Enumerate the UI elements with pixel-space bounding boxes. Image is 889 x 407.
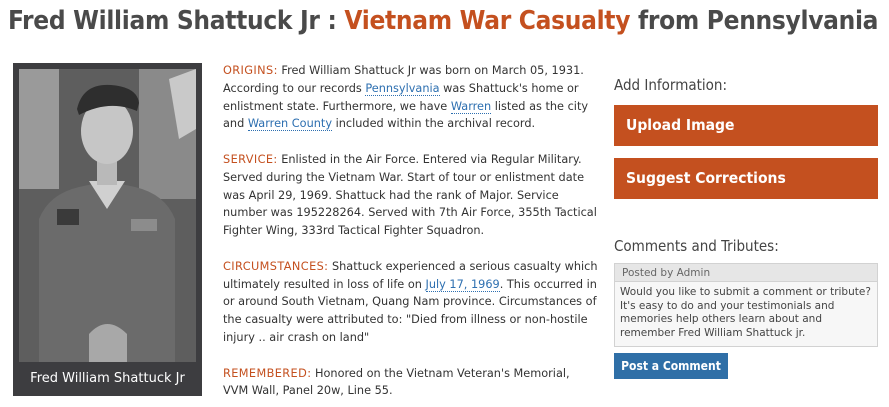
comment-card — [614, 263, 878, 347]
comment-body: Would you like to submit a comment or tribute? It's easy to do and your testimonials and memories help others learn about and remember Fred William Shattuck jr. — [620, 286, 871, 339]
add-information-heading: Add Information: — [614, 76, 728, 94]
title-category: Vietnam War Casualty — [344, 6, 631, 36]
upload-image-button[interactable]: Upload Image — [614, 105, 878, 146]
title-suffix: from Pennsylvania — [630, 6, 879, 36]
circumstances-label: CIRCUMSTANCES: — [223, 259, 329, 273]
photo-caption: Fred William Shattuck Jr — [30, 371, 185, 386]
suggest-corrections-button[interactable]: Suggest Corrections — [614, 158, 878, 199]
origins-text-1: Fred William Shattuck Jr was born on March 05, 1931. According to our records — [223, 64, 584, 95]
comment-meta: Posted by Admin — [615, 264, 877, 282]
profile-photo — [19, 69, 196, 362]
biography — [223, 62, 598, 407]
origins-text-4: included within the archival record. — [332, 117, 536, 131]
service-paragraph — [223, 151, 598, 240]
city-link[interactable]: Warren — [450, 99, 492, 113]
title-name: Fred William Shattuck Jr — [8, 6, 320, 36]
origins-text-3: listed as the city and — [223, 99, 589, 131]
sidebar — [614, 74, 878, 379]
title-separator: : — [319, 6, 345, 36]
casualty-date-link[interactable]: July 17, 1969 — [425, 277, 500, 291]
remembered-label: REMEMBERED: — [223, 366, 312, 380]
service-text: Enlisted in the Air Force. Entered via Regular Military. Served during the Vietnam War. Start of tour or enlistment date was April 29, 1969. Shattuck had the rank of Major. Service number was 195228264. Served with 7th Air Force, 355th Tactical Fighter Wing, 333rd Tactical Fighter Squadron. — [223, 152, 597, 238]
post-comment-button[interactable]: Post a Comment — [614, 353, 728, 379]
service-label: SERVICE: — [223, 152, 278, 166]
circumstances-text-1: Shattuck experienced a serious casualty which ultimately resulted in loss of life on — [223, 259, 598, 291]
origins-text-2: was Shattuck's home or enlistment state. Furthermore, we have — [223, 81, 579, 113]
circumstances-paragraph — [223, 258, 598, 347]
state-link[interactable]: Pennsylvania — [365, 81, 440, 95]
page-title — [8, 4, 883, 38]
comments-heading: Comments and Tributes: — [614, 237, 779, 255]
remembered-text: Honored on the Vietnam Veteran's Memorial, VVM Wall, Panel 20w, Line 55. — [223, 366, 570, 398]
remembered-paragraph — [223, 365, 598, 401]
origins-paragraph — [223, 62, 598, 133]
circumstances-text-2: . This occurred in or around South Vietnam, Quang Nam province. Circumstances of the casualty were attributed to: "Died from illness or non-hostile injury .. air crash on land" — [223, 277, 597, 344]
profile-photo-card — [13, 63, 202, 396]
county-link[interactable]: Warren County — [247, 117, 333, 131]
origins-label: ORIGINS: — [223, 64, 278, 77]
